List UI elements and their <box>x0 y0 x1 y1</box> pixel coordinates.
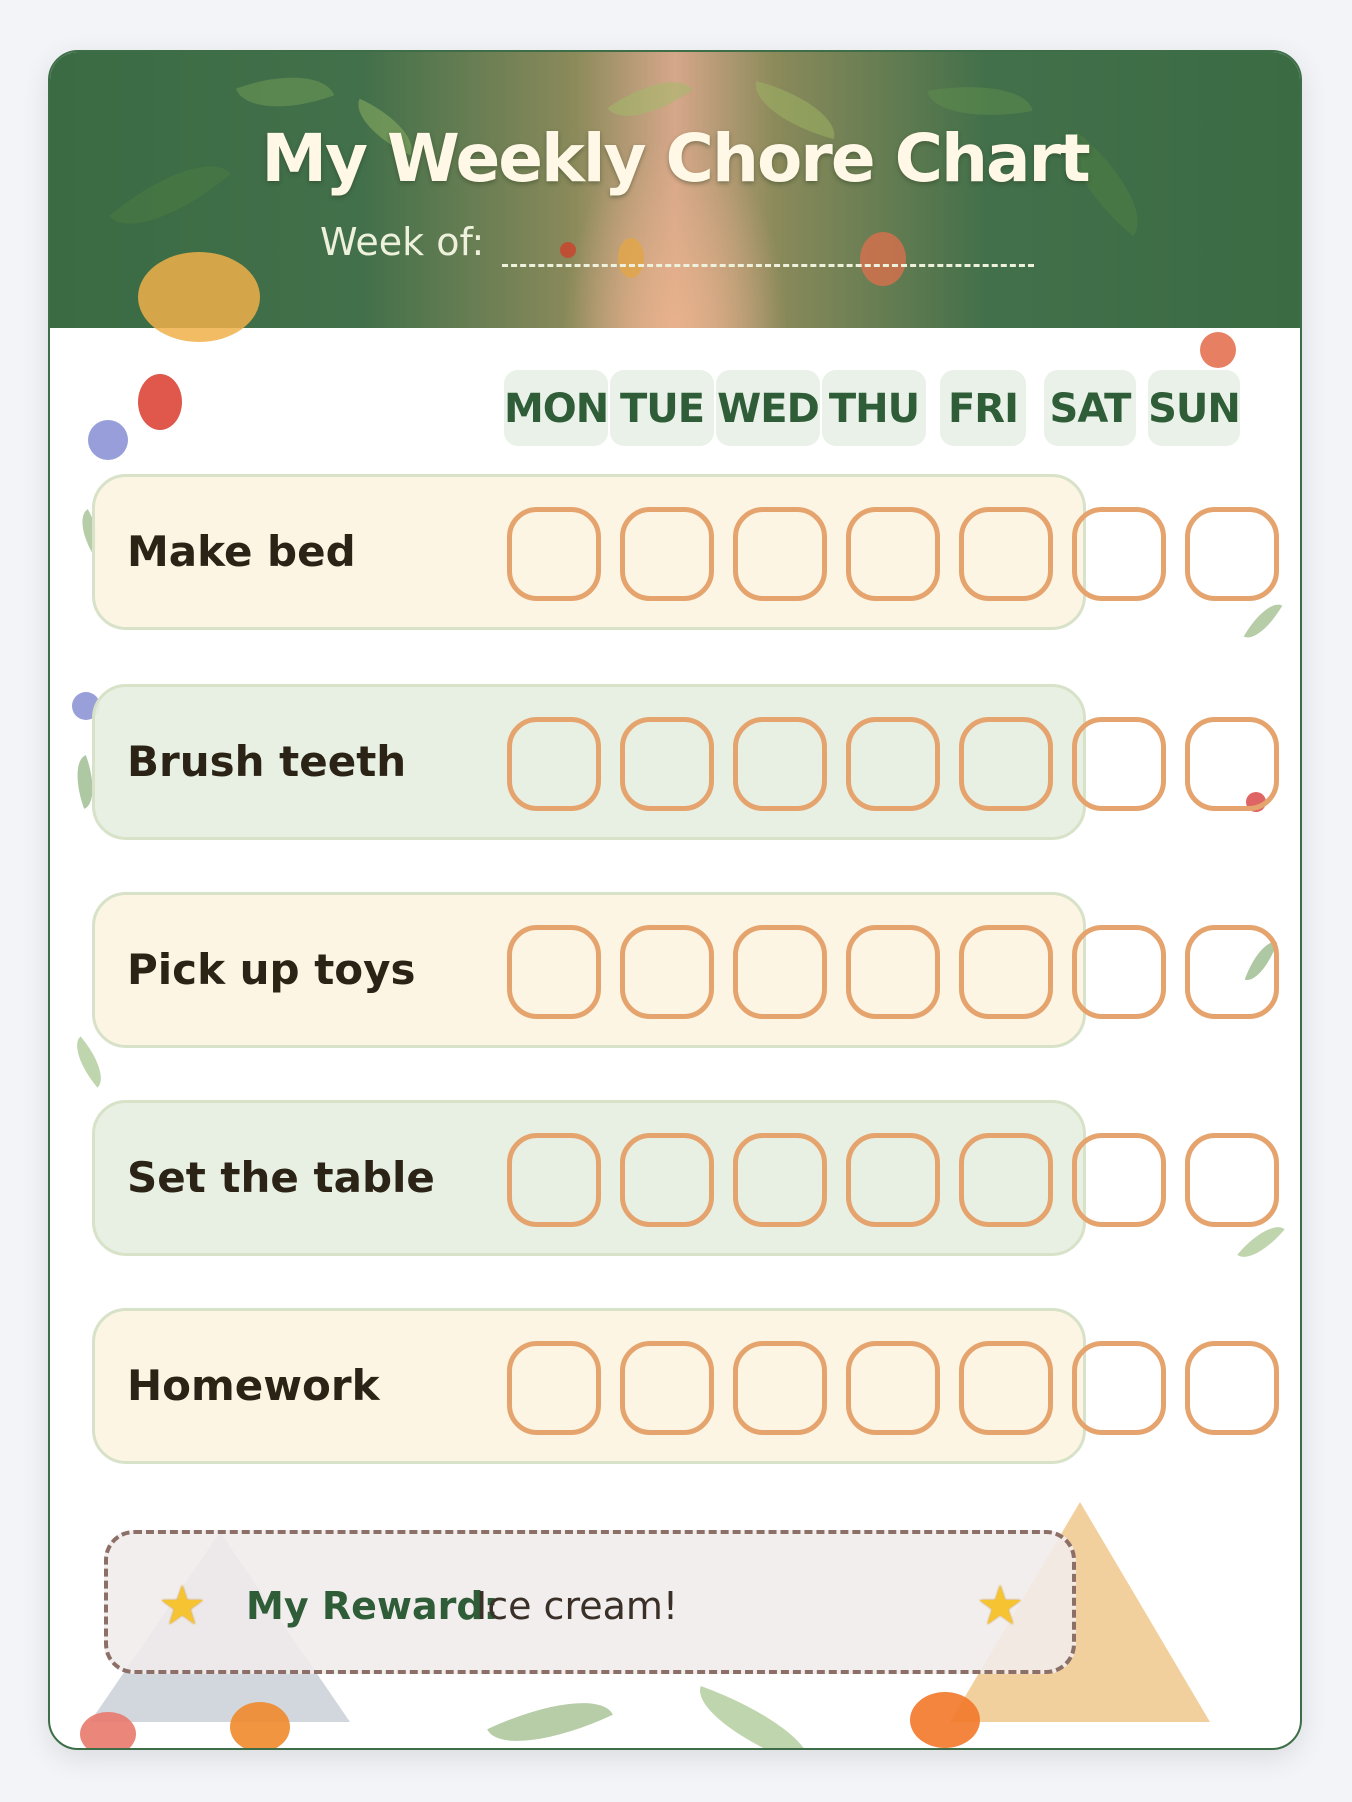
checkbox-fri[interactable] <box>959 507 1053 601</box>
day-header-thu: THU <box>822 370 926 446</box>
checkbox-thu[interactable] <box>846 925 940 1019</box>
chore-label: Brush teeth <box>127 737 407 786</box>
chore-label: Make bed <box>127 527 356 576</box>
checkbox-wed[interactable] <box>733 507 827 601</box>
reward-box <box>104 1530 1076 1674</box>
flower-decoration-icon <box>1200 332 1236 368</box>
checkbox-sat[interactable] <box>1072 1133 1166 1227</box>
strawberry-decoration-icon <box>138 374 182 430</box>
berry-decoration-icon <box>560 242 576 258</box>
checkbox-sun[interactable] <box>1185 507 1279 601</box>
checkbox-thu[interactable] <box>846 1341 940 1435</box>
checkbox-sat[interactable] <box>1072 1341 1166 1435</box>
pumpkin-icon <box>80 1712 136 1750</box>
day-header-wed: WED <box>716 370 820 446</box>
berry-decoration-icon <box>860 232 906 286</box>
chore-row-make-bed <box>92 474 1086 630</box>
berry-decoration-icon <box>618 238 644 278</box>
chore-label: Set the table <box>127 1153 435 1202</box>
checkbox-sat[interactable] <box>1072 717 1166 811</box>
leaf-decoration-icon <box>1244 597 1283 646</box>
chore-label: Pick up toys <box>127 945 416 994</box>
checkbox-fri[interactable] <box>959 717 1053 811</box>
fern-decoration-icon <box>487 1679 613 1750</box>
chore-row-brush-teeth <box>92 684 1086 840</box>
leaf-decoration-icon <box>236 58 334 126</box>
checkbox-tue[interactable] <box>620 1133 714 1227</box>
week-of-input-line[interactable] <box>502 264 1034 267</box>
checkbox-fri[interactable] <box>959 1133 1053 1227</box>
fruit-decoration-icon <box>138 252 260 342</box>
checkbox-mon[interactable] <box>507 925 601 1019</box>
checkbox-wed[interactable] <box>733 1133 827 1227</box>
checkbox-sat[interactable] <box>1072 925 1166 1019</box>
checkbox-wed[interactable] <box>733 717 827 811</box>
checkbox-wed[interactable] <box>733 925 827 1019</box>
checkbox-thu[interactable] <box>846 717 940 811</box>
chore-row-pick-up-toys <box>92 892 1086 1048</box>
checkbox-sun[interactable] <box>1185 717 1279 811</box>
checkbox-mon[interactable] <box>507 507 601 601</box>
checkbox-tue[interactable] <box>620 717 714 811</box>
checkbox-mon[interactable] <box>507 717 601 811</box>
checkbox-tue[interactable] <box>620 507 714 601</box>
checkbox-fri[interactable] <box>959 925 1053 1019</box>
leaf-decoration-icon <box>65 1036 112 1087</box>
checkbox-sun[interactable] <box>1185 1341 1279 1435</box>
checkbox-tue[interactable] <box>620 1341 714 1435</box>
star-icon: ★ <box>158 1574 207 1637</box>
checkbox-fri[interactable] <box>959 1341 1053 1435</box>
chore-chart-card <box>48 50 1302 1750</box>
checkbox-wed[interactable] <box>733 1341 827 1435</box>
page-title: My Weekly Chore Chart <box>261 120 1089 197</box>
chore-row-set-the-table <box>92 1100 1086 1256</box>
checkbox-thu[interactable] <box>846 1133 940 1227</box>
chore-label: Homework <box>127 1361 380 1410</box>
star-icon: ★ <box>976 1574 1025 1637</box>
chore-row-homework <box>92 1308 1086 1464</box>
reward-label: My Reward: <box>246 1584 499 1628</box>
checkbox-mon[interactable] <box>507 1341 601 1435</box>
day-header-sun: SUN <box>1148 370 1240 446</box>
flower-decoration-icon <box>88 420 128 460</box>
day-header-sat: SAT <box>1044 370 1136 446</box>
checkbox-thu[interactable] <box>846 507 940 601</box>
week-of-label: Week of: <box>320 220 485 264</box>
campfire-icon <box>230 1702 290 1750</box>
checkbox-sat[interactable] <box>1072 507 1166 601</box>
fern-decoration-icon <box>687 1686 823 1750</box>
checkbox-sun[interactable] <box>1185 1133 1279 1227</box>
day-header-mon: MON <box>504 370 608 446</box>
checkbox-sun[interactable] <box>1185 925 1279 1019</box>
campfire-icon <box>910 1692 980 1748</box>
checkbox-tue[interactable] <box>620 925 714 1019</box>
day-header-fri: FRI <box>940 370 1026 446</box>
day-header-tue: TUE <box>610 370 714 446</box>
checkbox-mon[interactable] <box>507 1133 601 1227</box>
reward-value[interactable]: Ice cream! <box>476 1584 679 1628</box>
